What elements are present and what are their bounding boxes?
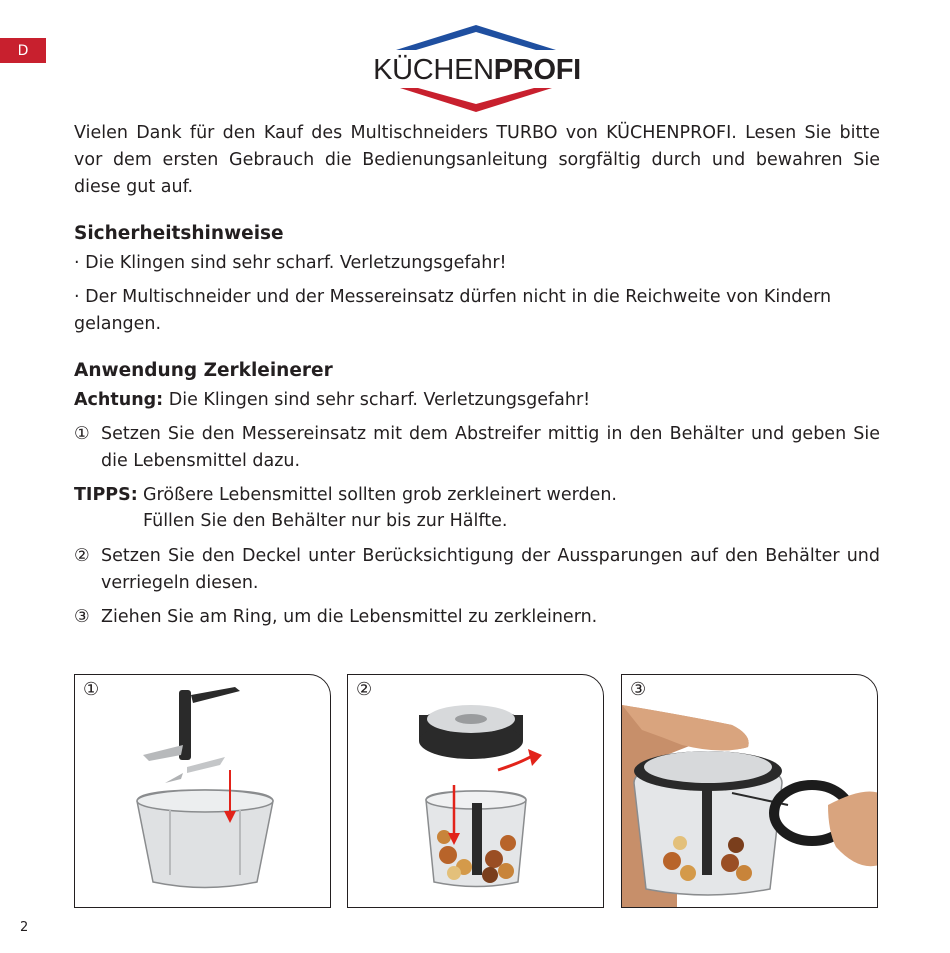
language-tab: D bbox=[0, 38, 46, 63]
warning-line bbox=[74, 387, 880, 414]
panel-number: ② bbox=[356, 679, 373, 700]
step-text: Ziehen Sie am Ring, um die Lebensmittel zu zerkleinern. bbox=[101, 607, 598, 627]
tip-item: Füllen Sie den Behälter nur bis zur Hälfte. bbox=[143, 511, 508, 531]
usage-heading: Anwendung Zerkleinerer bbox=[74, 360, 333, 381]
safety-item: · Die Klingen sind sehr scharf. Verletzungsgefahr! bbox=[74, 253, 507, 273]
step-1 bbox=[74, 421, 880, 475]
tips bbox=[74, 482, 880, 533]
step-2 bbox=[74, 543, 880, 597]
step-text: Setzen Sie den Deckel unter Berücksichtigung der Aussparungen auf den Behälter und verriegeln diesen. bbox=[101, 546, 880, 593]
intro-text: Vielen Dank für den Kauf des Multischneiders TURBO von KÜCHENPROFI. Lesen Sie bitte vor dem ersten Gebrauch die Bedienungsanleitung sorgfältig durch und bewahren Sie diese gut auf. bbox=[74, 123, 880, 197]
instructions bbox=[74, 120, 880, 631]
panel-number: ③ bbox=[630, 679, 647, 700]
blade-insert-illustration bbox=[75, 675, 331, 908]
step-text: Setzen Sie den Messereinsatz mit dem Abstreifer mittig in den Behälter und geben Sie die Lebensmittel dazu. bbox=[101, 424, 880, 471]
tips-label: TIPPS: bbox=[74, 485, 138, 505]
logo-wordmark: KÜCHENPROFI bbox=[373, 54, 581, 86]
brand-logo bbox=[370, 20, 584, 116]
tip-item: Größere Lebensmittel sollten grob zerkleinert werden. bbox=[143, 485, 617, 505]
panel-number: ① bbox=[83, 679, 100, 700]
safety-heading: Sicherheitshinweise bbox=[74, 223, 284, 244]
step-number: ① bbox=[74, 424, 90, 444]
safety-item: · Der Multischneider und der Messereinsatz dürfen nicht in die Reichweite von Kindern gelangen. bbox=[74, 287, 832, 334]
warning-text: Die Klingen sind sehr scharf. Verletzungsgefahr! bbox=[163, 390, 591, 410]
illustration-panel-3 bbox=[621, 674, 878, 908]
step-number: ② bbox=[74, 546, 90, 566]
pull-ring-illustration bbox=[622, 675, 878, 908]
warning-label: Achtung: bbox=[74, 390, 164, 410]
step-3 bbox=[74, 604, 880, 631]
illustration-panel-1 bbox=[74, 674, 331, 908]
step-number: ③ bbox=[74, 607, 90, 627]
page-number: 2 bbox=[20, 920, 29, 935]
illustration-panel-2 bbox=[347, 674, 604, 908]
lid-assembly-illustration bbox=[348, 675, 604, 908]
